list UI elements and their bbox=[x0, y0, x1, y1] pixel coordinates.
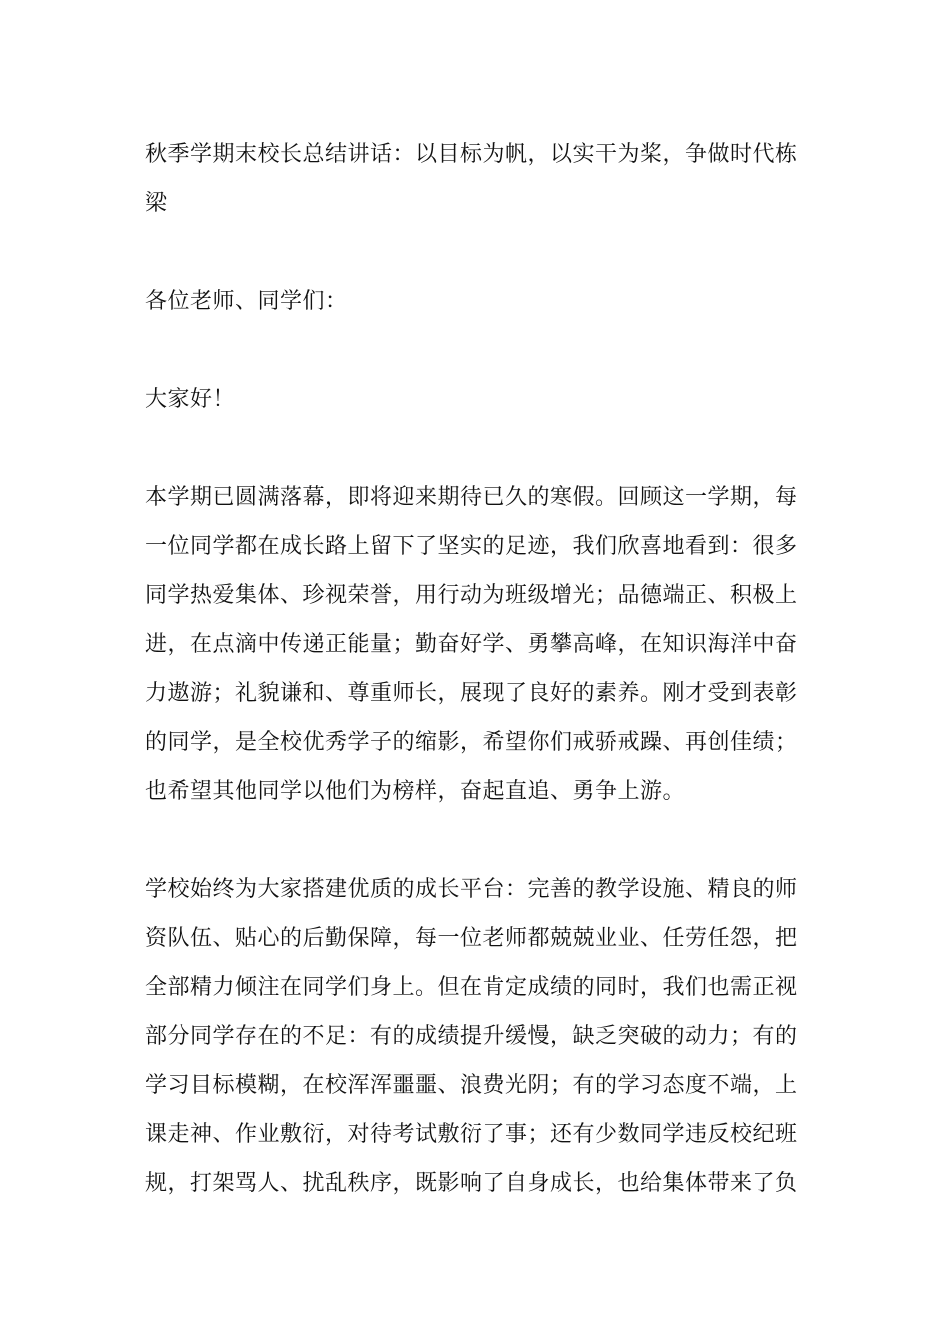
paragraph-line: 力遨游；礼貌谦和、尊重师长，展现了良好的素养。刚才受到表彰 bbox=[145, 681, 798, 706]
salutation bbox=[145, 277, 810, 326]
paragraph-line: 学习目标模糊，在校浑浑噩噩、浪费光阴；有的学习态度不端，上 bbox=[145, 1073, 798, 1098]
salutation-text: 各位老师、同学们： bbox=[145, 289, 348, 314]
paragraph-line: 一位同学都在成长路上留下了坚实的足迹，我们欣喜地看到：很多 bbox=[145, 534, 798, 559]
paragraph-line: 同学热爱集体、珍视荣誉，用行动为班级增光；品德端正、积极上 bbox=[145, 583, 798, 608]
paragraph-line: 课走神、作业敷衍，对待考试敷衍了事；还有少数同学违反校纪班 bbox=[145, 1122, 798, 1147]
paragraph-line: 资队伍、贴心的后勤保障，每一位老师都兢兢业业、任劳任怨，把 bbox=[145, 926, 798, 951]
paragraph-line: 的同学，是全校优秀学子的缩影，希望你们戒骄戒躁、再创佳绩； bbox=[145, 730, 798, 755]
greeting bbox=[145, 375, 810, 424]
paragraph-line: 学校始终为大家搭建优质的成长平台：完善的教学设施、精良的师 bbox=[145, 877, 798, 902]
title-line: 秋季学期末校长总结讲话：以目标为帆，以实干为桨，争做时代栋 bbox=[145, 142, 798, 167]
speech-title bbox=[145, 130, 810, 228]
paragraph-line: 本学期已圆满落幕，即将迎来期待已久的寒假。回顾这一学期，每 bbox=[145, 485, 798, 510]
paragraph-2 bbox=[145, 865, 810, 1208]
greeting-text: 大家好！ bbox=[145, 387, 236, 412]
paragraph-1 bbox=[145, 473, 810, 816]
paragraph-line: 全部精力倾注在同学们身上。但在肯定成绩的同时，我们也需正视 bbox=[145, 975, 798, 1000]
paragraph-line: 也希望其他同学以他们为榜样，奋起直追、勇争上游。 bbox=[145, 779, 686, 804]
document-body bbox=[145, 130, 810, 1258]
paragraph-line: 进，在点滴中传递正能量；勤奋好学、勇攀高峰，在知识海洋中奋 bbox=[145, 632, 798, 657]
title-line: 梁 bbox=[145, 191, 168, 216]
paragraph-line: 部分同学存在的不足：有的成绩提升缓慢，缺乏突破的动力；有的 bbox=[145, 1024, 798, 1049]
paragraph-line: 规，打架骂人、扰乱秩序，既影响了自身成长，也给集体带来了负 bbox=[145, 1171, 798, 1196]
